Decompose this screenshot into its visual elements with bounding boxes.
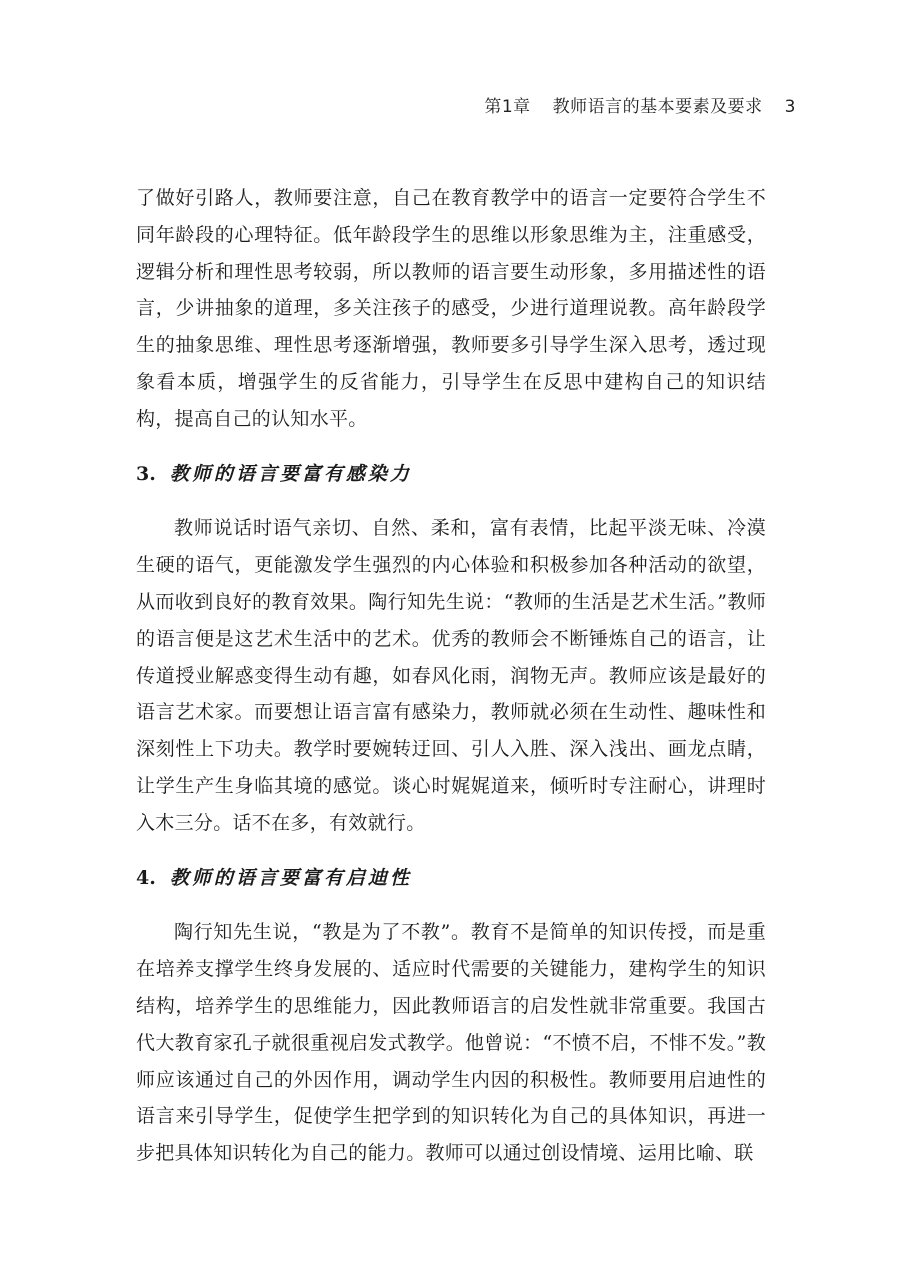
chapter-label: 第1章 [484,97,531,117]
section-4-title: 教师的语言要富有启迪性 [169,866,412,889]
section-4-heading [136,860,766,897]
chapter-title: 教师语言的基本要素及要求 [552,97,763,117]
page-body [136,180,766,1172]
section-3-title: 教师的语言要富有感染力 [169,462,412,485]
intro-paragraph: 了做好引路人，教师要注意，自己在教育教学中的语言一定要符合学生不同年龄段的心理特征。低年龄段学生的思维以形象思维为主，注重感受，逻辑分析和理性思考较弱，所以教师的语言要生动形象，多用描述性的语言，少讲抽象的道理，多关注孩子的感受，少进行道理说教。高年龄段学生的抽象思维、理性思考逐渐增强，教师要多引导学生深入思考，透过现象看本质，增强学生的反省能力，引导学生在反思中建构自己的知识结构，提高自己的认知水平。 [136,187,766,430]
running-header [484,92,796,117]
page-number: 3 [784,97,796,117]
section-4-paragraph: 陶行知先生说，“教是为了不教”。教育不是简单的知识传授，而是重在培养支撑学生终身发展的、适应时代需要的关键能力，建构学生的知识结构，培养学生的思维能力，因此教师语言的启发性就非常重要。我国古代大教育家孔子就很重视启发式教学。他曾说：“不愤不启，不悱不发。”教师应该通过自己的外因作用，调动学生内因的积极性。教师要用启迪性的语言来引导学生，促使学生把学到的知识转化为自己的具体知识，再进一步把具体知识转化为自己的能力。教师可以通过创设情境、运用比喻、联 [136,921,766,1165]
section-3-paragraph: 教师说话时语气亲切、自然、柔和，富有表情，比起平淡无味、冷漠生硬的语气，更能激发学生强烈的内心体验和积极参加各种活动的欲望，从而收到良好的教育效果。陶行知先生说：“教师的生活是艺术生活。”教师的语言便是这艺术生活中的艺术。优秀的教师会不断锤炼自己的语言，让传道授业解惑变得生动有趣，如春风化雨，润物无声。教师应该是最好的语言艺术家。而要想让语言富有感染力，教师就必须在生动性、趣味性和深刻性上下功夫。教学时要婉转迂回、引人入胜、深入浅出、画龙点睛，让学生产生身临其境的感觉。谈心时娓娓道来，倾听时专注耐心，讲理时入木三分。话不在多，有效就行。 [136,517,766,834]
section-3-heading [136,456,766,493]
section-4-number: 4. [136,866,156,889]
section-3-number: 3. [136,462,156,485]
